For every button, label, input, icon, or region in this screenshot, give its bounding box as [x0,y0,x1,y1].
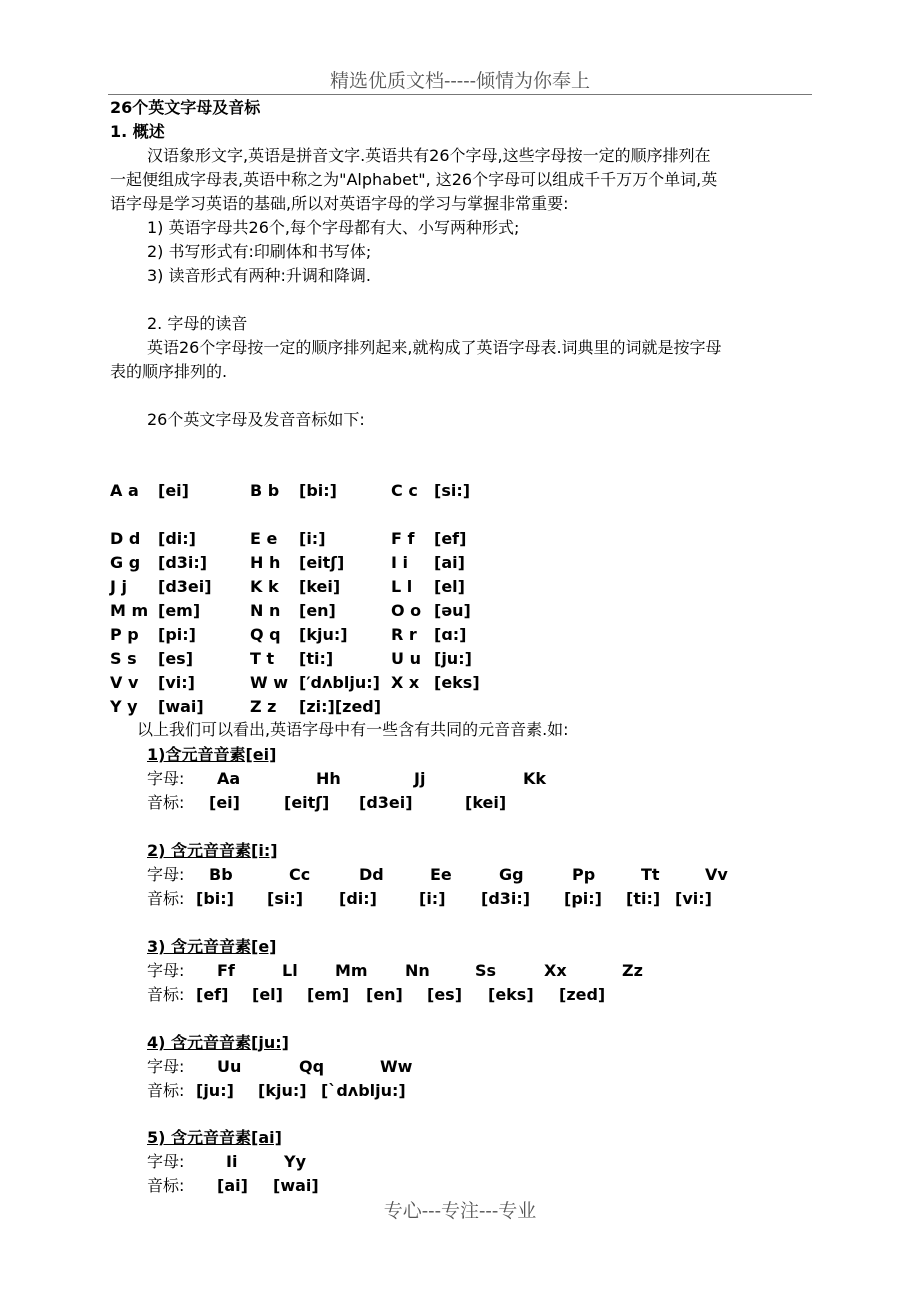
alphabet-letter: P p [110,625,139,644]
group-letter: Xx [544,961,567,980]
group-letter: Jj [414,769,426,788]
group-letter: Ee [430,865,452,884]
header-rule [108,94,812,95]
alphabet-phonetic: [em] [158,601,201,620]
alphabet-phonetic: [el] [434,577,465,596]
section-1-heading: 1. 概述 [110,122,165,141]
group-phonetic: [ef] [196,985,229,1004]
group-phonetic: [eitʃ] [284,793,330,812]
letters-label: 字母: [147,865,185,884]
alphabet-letter: C c [391,481,418,500]
group-letter: Aa [217,769,241,788]
section-1-paragraph-line-1: 汉语象形文字,英语是拼音文字.英语共有26个字母,这些字母按一定的顺序排列在 [147,146,711,165]
group-phonetic: [ei] [209,793,240,812]
alphabet-letter: B b [250,481,280,500]
alphabet-letter: O o [391,601,422,620]
phonetics-label: 音标: [147,1081,185,1100]
group-letter: Bb [209,865,233,884]
group-phonetic: [bi:] [196,889,234,908]
alphabet-letter: D d [110,529,141,548]
group-letter: Cc [289,865,311,884]
alphabet-phonetic: [ef] [434,529,467,548]
group-phonetic: [zed] [559,985,606,1004]
section-1-paragraph-line-3: 语字母是学习英语的基础,所以对英语字母的学习与掌握非常重要: [110,194,569,213]
group-letter: Dd [359,865,384,884]
section-1-item-1: 1) 英语字母共26个,每个字母都有大、小写两种形式; [147,218,520,237]
group-phonetic: [wai] [273,1176,319,1195]
alphabet-phonetic: [i:] [299,529,326,548]
phonetics-label: 音标: [147,889,185,908]
alphabet-letter: Q q [250,625,281,644]
group-letter: Gg [499,865,524,884]
section-1-paragraph-line-2: 一起便组成字母表,英语中称之为"Alphabet", 这26个字母可以组成千千万万个单词,英 [110,170,718,189]
alphabet-phonetic: [əu] [434,601,471,620]
alphabet-phonetic: [en] [299,601,336,620]
group-phonetic: [em] [307,985,350,1004]
group-phonetic: [ai] [217,1176,248,1195]
alphabet-letter: A a [110,481,139,500]
alphabet-phonetic: [ai] [434,553,465,572]
alphabet-phonetic: [es] [158,649,193,668]
group-phonetic: [es] [427,985,462,1004]
alphabet-phonetic: [di:] [158,529,196,548]
alphabet-phonetic: [zi:][zed] [299,697,382,716]
group-letter: Pp [572,865,596,884]
alphabet-phonetic: [ei] [158,481,189,500]
doc-title: 26个英文字母及音标 [110,98,261,117]
vowel-group-title: 5) 含元音音素[ai] [147,1128,282,1147]
section-1-item-2: 2) 书写形式有:印刷体和书写体; [147,242,372,261]
group-letter: Ll [282,961,298,980]
alphabet-letter: R r [391,625,417,644]
alphabet-letter: E e [250,529,278,548]
vowel-group-title: 3) 含元音音素[e] [147,937,277,956]
vowel-group-title: 4) 含元音音素[ju:] [147,1033,289,1052]
alphabet-phonetic: [pi:] [158,625,196,644]
group-phonetic: [en] [366,985,403,1004]
group-phonetic: [ti:] [626,889,661,908]
alphabet-letter: V v [110,673,139,692]
alphabet-letter: M m [110,601,149,620]
group-letter: Tt [641,865,660,884]
letters-label: 字母: [147,1057,185,1076]
alphabet-phonetic: [kju:] [299,625,348,644]
alphabet-letter: N n [250,601,281,620]
group-letter: Ss [475,961,497,980]
alphabet-letter: J j [110,577,128,596]
group-letter: Qq [299,1057,325,1076]
section-1-item-3: 3) 读音形式有两种:升调和降调. [147,266,371,285]
group-phonetic: [el] [252,985,283,1004]
group-phonetic: [vi:] [675,889,712,908]
alphabet-phonetic: [ju:] [434,649,472,668]
phonetics-label: 音标: [147,1176,185,1195]
alphabet-letter: W w [250,673,288,692]
group-phonetic: [si:] [267,889,304,908]
phonetics-label: 音标: [147,985,185,1004]
group-letter: Uu [217,1057,242,1076]
page-header: 精选优质文档-----倾情为你奉上 [329,70,591,92]
group-phonetic: [pi:] [564,889,602,908]
alphabet-letter: I i [391,553,409,572]
vowel-intro: 以上我们可以看出,英语字母中有一些含有共同的元音音素.如: [137,720,569,739]
letters-label: 字母: [147,961,185,980]
letters-label: 字母: [147,1152,185,1171]
group-phonetic: [di:] [339,889,377,908]
group-letter: Ff [217,961,235,980]
alphabet-phonetic: [si:] [434,481,471,500]
group-letter: Kk [523,769,547,788]
group-letter: Yy [284,1152,307,1171]
group-phonetic: [d3i:] [481,889,531,908]
letters-label: 字母: [147,769,185,788]
alphabet-phonetic: [wai] [158,697,204,716]
group-letter: Zz [622,961,643,980]
phonetics-label: 音标: [147,793,185,812]
page-footer: 专心---专注---专业 [383,1200,537,1222]
group-phonetic: [`dʌblju:] [321,1081,406,1100]
section-2-heading: 2. 字母的读音 [147,314,248,333]
group-phonetic: [i:] [419,889,446,908]
group-phonetic: [d3ei] [359,793,413,812]
group-letter: Mm [335,961,368,980]
alphabet-phonetic: [d3ei] [158,577,212,596]
alphabet-letter: S s [110,649,137,668]
group-phonetic: [eks] [488,985,534,1004]
alphabet-phonetic: [vi:] [158,673,195,692]
alphabet-letter: X x [391,673,420,692]
group-phonetic: [kju:] [258,1081,307,1100]
group-letter: Vv [705,865,728,884]
alphabet-phonetic: [′dʌblju:] [299,673,380,692]
group-phonetic: [kei] [465,793,507,812]
group-letter: Ii [226,1152,238,1171]
group-letter: Hh [316,769,341,788]
vowel-group-title: 2) 含元音音素[i:] [147,841,278,860]
alphabet-letter: U u [391,649,421,668]
alphabet-letter: H h [250,553,281,572]
alphabet-letter: T t [250,649,275,668]
alphabet-phonetic: [kei] [299,577,341,596]
alphabet-phonetic: [ɑ:] [434,625,467,644]
alphabet-letter: L l [391,577,413,596]
alphabet-intro: 26个英文字母及发音音标如下: [147,410,365,429]
alphabet-phonetic: [eks] [434,673,480,692]
section-2-paragraph-line-1: 英语26个字母按一定的顺序排列起来,就构成了英语字母表.词典里的词就是按字母 [147,338,722,357]
alphabet-phonetic: [ti:] [299,649,334,668]
alphabet-phonetic: [bi:] [299,481,337,500]
alphabet-phonetic: [eitʃ] [299,553,345,572]
group-letter: Nn [405,961,430,980]
group-phonetic: [ju:] [196,1081,234,1100]
alphabet-letter: G g [110,553,141,572]
alphabet-phonetic: [d3i:] [158,553,208,572]
alphabet-letter: Z z [250,697,277,716]
alphabet-letter: F f [391,529,415,548]
vowel-group-title: 1)含元音音素[ei] [147,745,277,764]
alphabet-letter: Y y [110,697,138,716]
section-2-paragraph-line-2: 表的顺序排列的. [110,362,228,381]
group-letter: Ww [380,1057,413,1076]
alphabet-letter: K k [250,577,279,596]
